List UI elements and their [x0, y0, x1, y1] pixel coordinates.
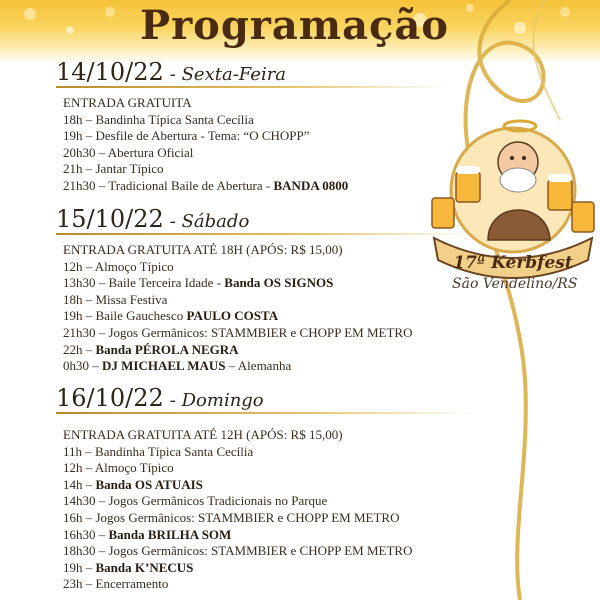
day-name: - Sábado: [169, 211, 250, 232]
schedule-item: [63, 527, 412, 544]
schedule-item: [63, 259, 412, 276]
schedule-text: 14h30 – Jogos Germânicos Tradicionais no Parque: [63, 493, 328, 509]
schedule-item: [63, 477, 412, 494]
schedule-item: [63, 128, 348, 145]
kerbfest-logo: [428, 110, 598, 300]
logo-banner-text: 17ª Kerbfest: [453, 253, 573, 273]
schedule-text: 19h – Desfile de Abertura - Tema: “O CHOPP”: [63, 128, 310, 144]
day-date: 16/10/22: [56, 384, 164, 412]
day-name: - Sexta-Feira: [169, 64, 287, 85]
schedule-sunday: [63, 427, 412, 593]
schedule-text: 19h – Baile Gauchesco: [63, 308, 187, 324]
schedule-item: [63, 292, 412, 309]
highlight-text: Banda K’NECUS: [95, 559, 194, 575]
schedule-text: 23h – Encerramento: [63, 576, 169, 592]
schedule-item: [63, 358, 412, 375]
schedule-text: ENTRADA GRATUITA ATÉ 18H (APÓS: R$ 15,00): [63, 242, 343, 257]
schedule-text: 11h – Bandinha Típica Santa Cecília: [63, 443, 254, 459]
schedule-item: [63, 543, 412, 560]
schedule-text: 14h –: [63, 476, 96, 492]
day-date: 14/10/22: [56, 58, 164, 86]
schedule-item: [63, 325, 412, 342]
day-date: 15/10/22: [56, 205, 164, 233]
schedule-text: 18h – Bandinha Típica Santa Cecília: [63, 111, 254, 127]
schedule-text: 16h30 –: [63, 526, 109, 542]
day-name: - Domingo: [169, 390, 264, 411]
divider: [56, 412, 476, 414]
schedule-text: 21h30 – Tradicional Baile de Abertura -: [63, 177, 274, 193]
schedule-item: [63, 560, 412, 577]
day-header-sunday: [56, 384, 264, 412]
schedule-text: 0h30 –: [63, 358, 102, 374]
schedule-text: 22h –: [63, 341, 96, 357]
highlight-text: Banda OS ATUAIS: [95, 476, 203, 492]
schedule-text: 21h – Jantar Típico: [63, 161, 164, 177]
entry-price-info: [63, 95, 348, 112]
schedule-item: [63, 275, 412, 292]
schedule-text: 19h –: [63, 559, 96, 575]
schedule-text: 12h – Almoço Típico: [63, 460, 174, 476]
schedule-text: 16h – Jogos Germânicos: STAMMBIER e CHOPP EM METRO: [63, 509, 400, 525]
schedule-item: [63, 576, 412, 593]
page-title: Programação: [140, 2, 449, 49]
highlight-text: Banda PÉROLA NEGRA: [95, 341, 239, 357]
schedule-item: [63, 145, 348, 162]
schedule-text: 18h30 – Jogos Germânicos: STAMMBIER e CHOPP EM METRO: [63, 543, 413, 559]
schedule-text: ENTRADA GRATUITA: [63, 95, 192, 110]
divider: [56, 86, 446, 88]
highlight-text: BANDA 0800: [273, 177, 349, 193]
entry-price-info: [63, 242, 412, 259]
schedule-saturday: [63, 242, 412, 375]
day-header-saturday: [56, 205, 249, 233]
schedule-item: [63, 342, 412, 359]
schedule-item: [63, 308, 412, 325]
schedule-friday: [63, 95, 348, 195]
schedule-item: [63, 444, 412, 461]
schedule-text: 12h – Almoço Típico: [63, 258, 174, 274]
schedule-text: 13h30 – Baile Terceira Idade -: [63, 275, 225, 291]
schedule-item: [63, 510, 412, 527]
schedule-text: 18h – Missa Festiva: [63, 291, 168, 307]
highlight-text: PAULO COSTA: [186, 308, 279, 324]
logo-city: São Vendelino/RS: [452, 276, 578, 292]
schedule-text: 20h30 – Abertura Oficial: [63, 144, 194, 160]
schedule-item: [63, 493, 412, 510]
day-header-friday: [56, 58, 286, 86]
schedule-item: [63, 178, 348, 195]
highlight-text: DJ MICHAEL MAUS: [102, 358, 226, 374]
schedule-text: – Alemanha: [225, 358, 292, 374]
schedule-item: [63, 161, 348, 178]
highlight-text: Banda BRILHA SOM: [108, 526, 232, 542]
schedule-text: 21h30 – Jogos Germânicos: STAMMBIER e CHOPP EM METRO: [63, 324, 413, 340]
divider: [56, 233, 476, 235]
schedule-text: ENTRADA GRATUITA ATÉ 12H (APÓS: R$ 15,00): [63, 427, 343, 442]
entry-price-info: [63, 427, 412, 444]
schedule-item: [63, 112, 348, 129]
highlight-text: Banda OS SIGNOS: [224, 275, 334, 291]
schedule-item: [63, 460, 412, 477]
